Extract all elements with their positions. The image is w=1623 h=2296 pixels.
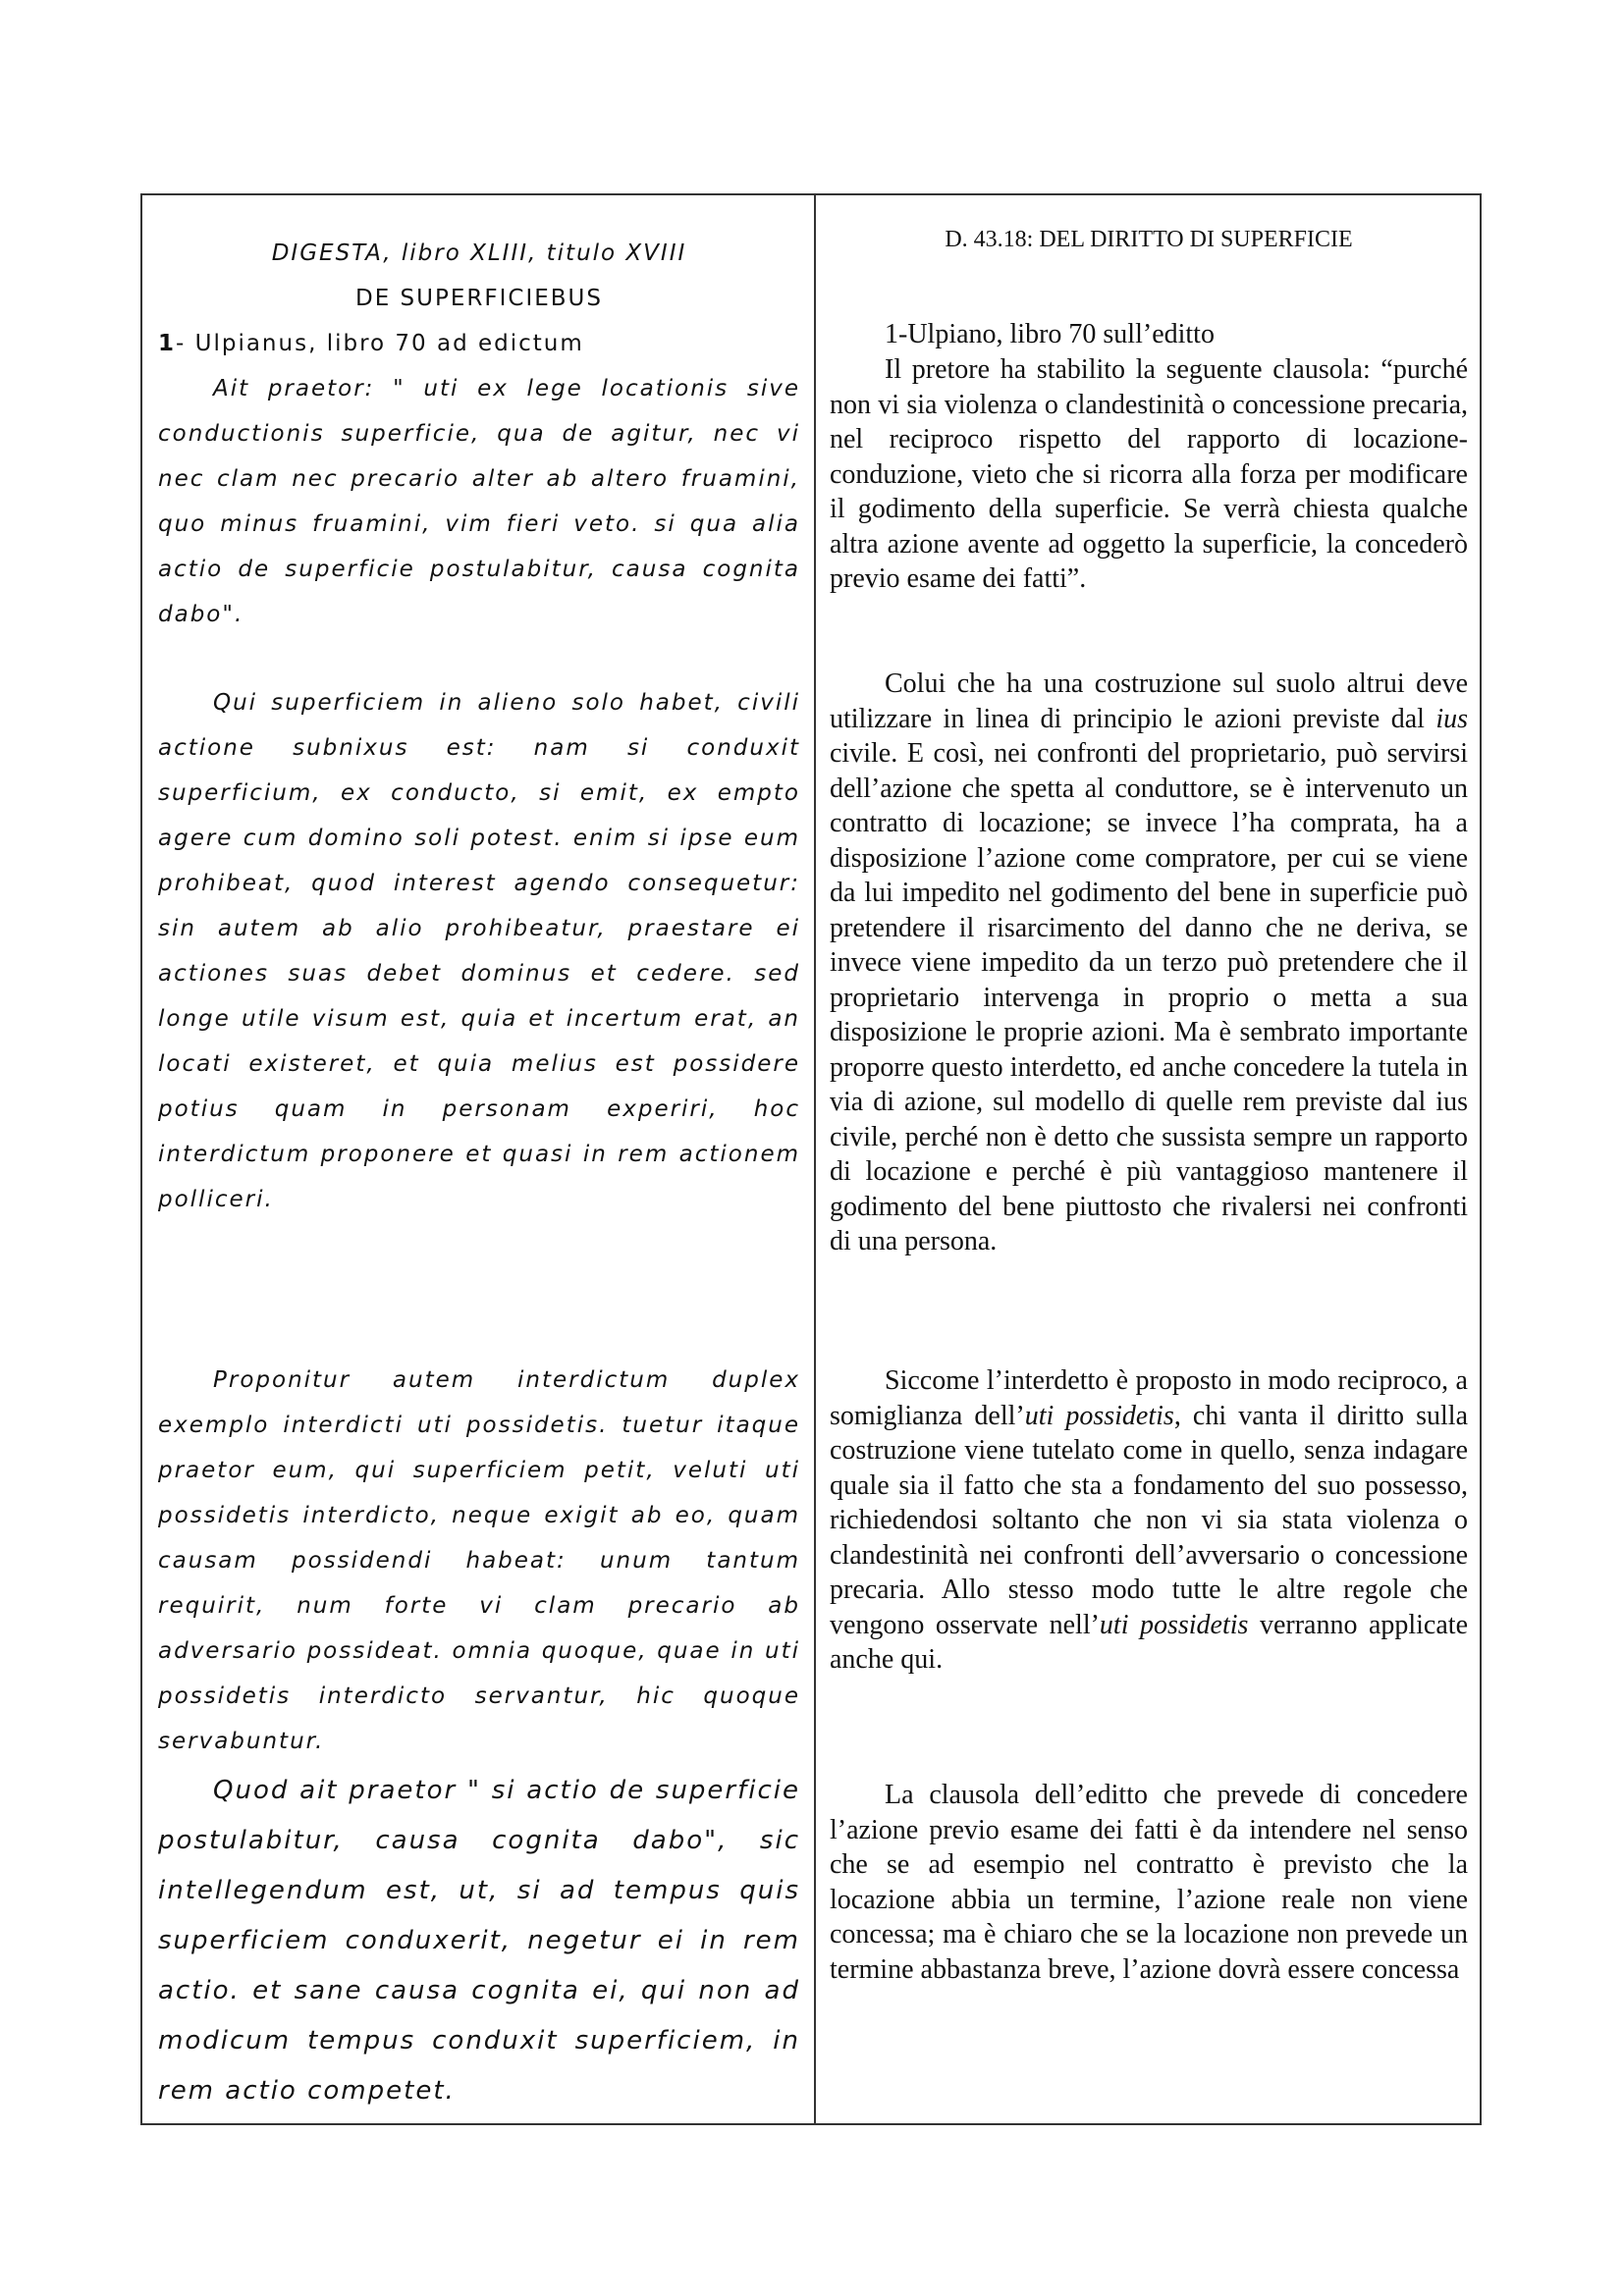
italian-title: D. 43.18: DEL DIRITTO DI SUPERFICIE xyxy=(945,227,1353,252)
italian-column xyxy=(816,195,1482,2123)
latin-column xyxy=(142,195,814,2123)
two-column-table xyxy=(140,193,1482,2125)
latin-fragment-heading xyxy=(158,321,800,366)
latin-subtitle: DE SUPERFICIEBUS xyxy=(355,286,603,311)
p2-text-b: civile. E così, nei confronti del proprietario, può servirsi dell’azione che spetta al conduttore, se è intervenuto un contratto di locazione; se invece l’ha comprata, ha a disposizione l’azione come compratore, per cui se viene da lui impedito nel godimento del bene in superficie può pretendere il risarcimento del danno che ne deriva, se invece viene impedito da un terzo può pretendere che il proprietario intervenga in proprio o metta a sua disposizione le proprie azioni. Ma è sembrato importante proporre questo interdetto, ed anche concedere la tutela in via di azione, sul modello di quelle rem previste dal ius civile, perché non è detto che sussista sempre un rapporto di locazione e perché è più vantaggioso mantenere il godimento del bene piuttosto che rivalersi nei confronti di una persona. xyxy=(830,738,1468,1256)
italian-paragraph-2 xyxy=(830,667,1468,1259)
latin-paragraph-1: Ait praetor: " uti ex lege locationis sive conductionis superficie, qua de agitur, nec vi nec clam nec precario alter ab altero fruamini, quo minus fruamini, vim fieri veto. si qua alia actio de superficie postulabitur, causa cognita dabo". xyxy=(158,376,800,627)
latin-paragraph-4: Quod ait praetor " si actio de superficie postulabitur, causa cognita dabo", sic intellegendum est, ut, si ad tempus quis superficiem conduxerit, negetur ei in rem actio. et sane causa cognita ei, qui non ad modicum tempus conduxit superficiem, in rem actio competet. xyxy=(158,1776,800,2106)
latin-paragraph-2: Qui superficiem in alieno solo habet, civili actione subnixus est: nam si conduxit superficium, ex conducto, si emit, ex empto agere cum domino soli potest. enim si ipse eum prohibeat, quod interest agendo consequetur: sin autem ab alio prohibeatur, praestare ei actiones suas debet dominus et cedere. sed longe utile visum est, quia et incertum erat, an locati existeret, et quia melius est possidere potius quam in personam experiri, hoc interdictum proponere et quasi in rem actionem polliceri. xyxy=(158,690,800,1212)
italian-paragraph-1: Il pretore ha stabilito la seguente clausola: “purché non vi sia violenza o clandestinità o concessione precaria, nel reciproco rispetto del rapporto di locazione-conduzione, vieto che si ricorra alla forza per modificare il godimento della superficie. Se verrà chiesta qualche altra azione avente ad oggetto la superficie, la concederò previo esame dei fatti”. xyxy=(830,354,1468,594)
latin-title: DIGESTA, libro XLIII, titulo XVIII xyxy=(271,240,687,266)
p3-italic-2: uti possidetis xyxy=(1099,1609,1249,1640)
p2-text-a: Colui che ha una costruzione sul suolo altrui deve utilizzare in linea di principio le azioni previste dal xyxy=(830,668,1468,734)
italian-fragment-heading: 1-Ulpiano, libro 70 sull’editto xyxy=(885,319,1215,349)
latin-paragraph-3: Proponitur autem interdictum duplex exemplo interdicti uti possidetis. tuetur itaque praetor eum, qui superficiem petit, veluti uti possidetis interdicto, neque exigit ab eo, quam causam possidendi habeat: unum tantum requirit, num forte vi clam precario ab adversario possideat. omnia quoque, quae in uti possidetis interdicto servantur, hic quoque servabuntur. xyxy=(158,1367,800,1754)
p3-text-a: Siccome l’interdetto è proposto in modo reciproco, a somiglianza dell’ xyxy=(830,1365,1468,1431)
italian-paragraph-4: La clausola dell’editto che prevede di concedere l’azione previo esame dei fatti è da intendere nel senso che se ad esempio nel contratto è previsto che la locazione abbia un termine, l’azione reale non viene concessa; ma è chiaro che se la locazione non prevede un termine abbastanza breve, l’azione dovrà essere concessa xyxy=(830,1780,1468,1985)
p3-text-b: , chi vanta il diritto sulla costruzione viene tutelato come in quello, senza indagare quale sia il fatto che sta a fondamento del suo possesso, richiedendosi soltanto che non vi sia stata violenza o clandestinità nei confronti dell’avversario o concessione precaria. Allo stesso modo tutte le altre regole che vengono osservate nell’ xyxy=(830,1400,1468,1640)
p3-text-c: verranno applicate anche qui. xyxy=(830,1609,1468,1675)
fragment-number: 1 xyxy=(158,331,177,356)
p3-italic-1: uti possidetis xyxy=(1024,1400,1174,1431)
fragment-author: - Ulpianus, libro 70 ad edictum xyxy=(176,331,584,356)
italian-paragraph-3 xyxy=(830,1363,1468,1678)
p2-italic-ius: ius xyxy=(1435,703,1468,734)
